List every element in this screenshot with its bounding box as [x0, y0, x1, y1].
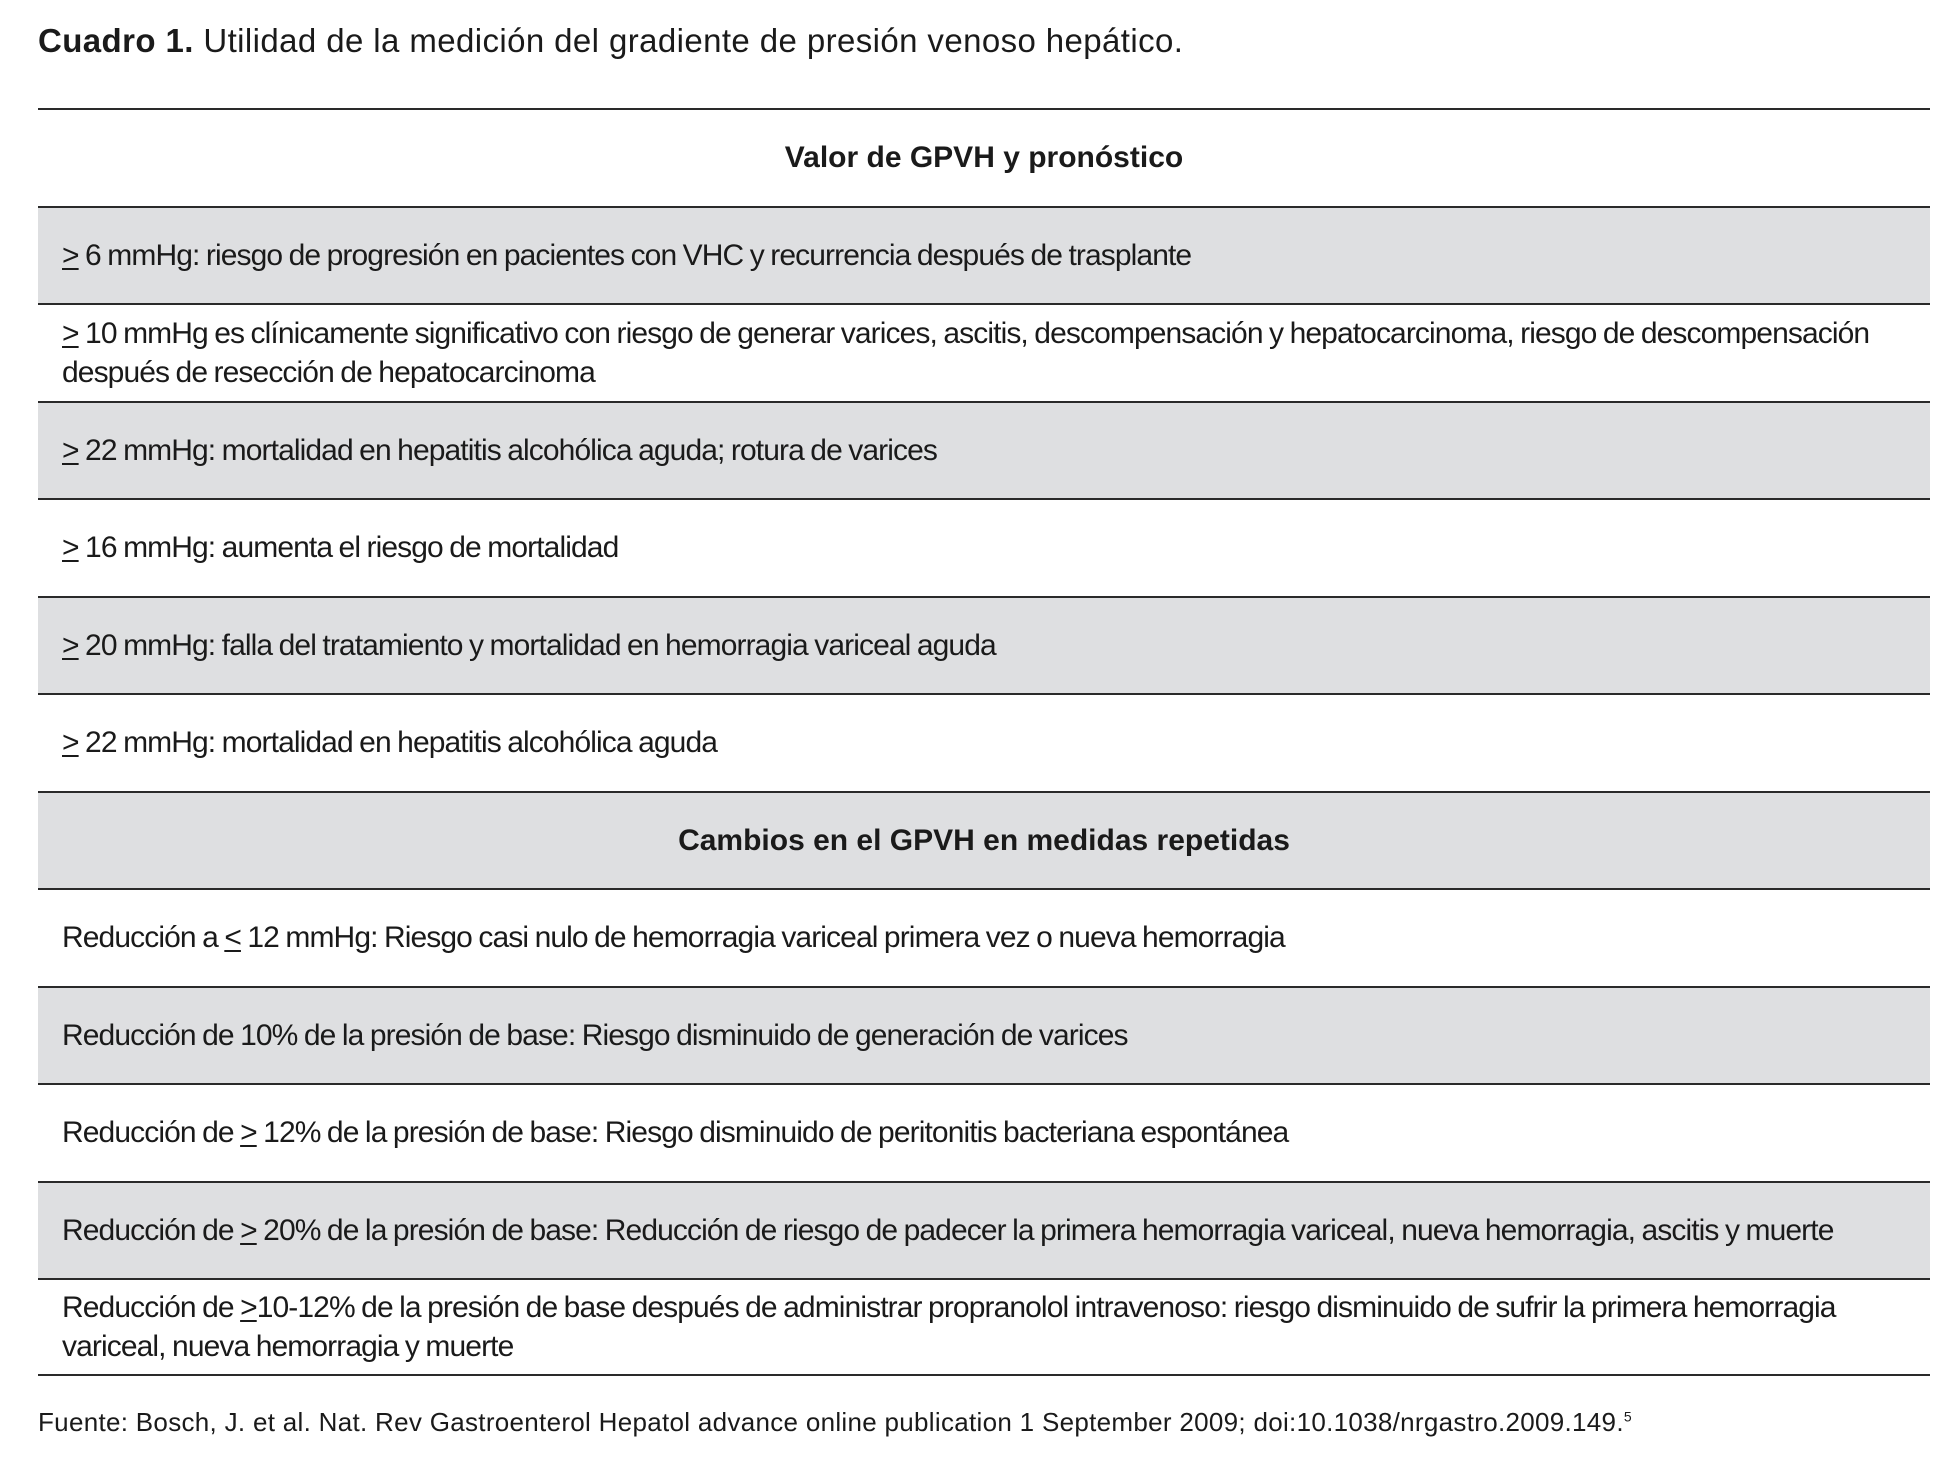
- row-text: > 16 mmHg: aumenta el riesgo de mortalidad: [62, 531, 619, 565]
- row-text: > 6 mmHg: riesgo de progresión en pacientes con VHC y recurrencia después de trasplante: [62, 238, 1192, 272]
- table-row: [38, 888, 1930, 986]
- source-reference: 5: [1623, 1408, 1632, 1425]
- row-text: Reducción de 10% de la presión de base: Riesgo disminuido de generación de varices: [62, 1018, 1128, 1052]
- table-row: [38, 1181, 1930, 1279]
- table-row: [38, 206, 1930, 304]
- less-equal-symbol: <: [224, 921, 241, 955]
- greater-equal-symbol: >: [62, 433, 79, 467]
- row-text: Reducción de > 20% de la presión de base: Reducción de riesgo de padecer la primera hemorragia variceal, nueva hemorragia, ascitis y muerte: [62, 1213, 1834, 1247]
- table-row: [38, 986, 1930, 1084]
- table-row: [38, 1083, 1930, 1181]
- greater-equal-symbol: >: [62, 238, 79, 272]
- source-note: [38, 1407, 1632, 1438]
- row-text: Reducción a < 12 mmHg: Riesgo casi nulo de hemorragia variceal primera vez o nueva hemorragia: [62, 921, 1285, 955]
- table-caption: [38, 22, 1183, 60]
- greater-equal-symbol: >: [62, 316, 79, 350]
- section-header-cambios: [38, 791, 1930, 889]
- section-header-pronostico: [38, 108, 1930, 206]
- section-heading: Cambios en el GPVH en medidas repetidas: [678, 823, 1290, 857]
- caption-title: Utilidad de la medición del gradiente de presión venoso hepático.: [203, 22, 1184, 59]
- row-text: Reducción de > 12% de la presión de base: Riesgo disminuido de peritonitis bacteriana espontánea: [62, 1116, 1289, 1150]
- greater-equal-symbol: >: [62, 628, 79, 662]
- table-row: [38, 1278, 1930, 1376]
- row-text: > 22 mmHg: mortalidad en hepatitis alcohólica aguda; rotura de varices: [62, 433, 938, 467]
- gpvh-table: [38, 108, 1930, 1376]
- greater-equal-symbol: >: [240, 1116, 257, 1150]
- table-row: [38, 303, 1930, 401]
- row-text: > 22 mmHg: mortalidad en hepatitis alcohólica aguda: [62, 726, 718, 760]
- table-row: [38, 693, 1930, 791]
- table-row: [38, 401, 1930, 499]
- greater-equal-symbol: >: [240, 1290, 257, 1324]
- row-text: > 10 mmHg es clínicamente significativo con riesgo de generar varices, ascitis, descompensación y hepatocarcinoma, riesgo de descompensación después de resección de hepatocarcinoma: [62, 316, 1870, 389]
- row-text: > 20 mmHg: falla del tratamiento y mortalidad en hemorragia variceal aguda: [62, 628, 996, 662]
- table-row: [38, 498, 1930, 596]
- greater-equal-symbol: >: [62, 531, 79, 565]
- greater-equal-symbol: >: [240, 1213, 257, 1247]
- greater-equal-symbol: >: [62, 726, 79, 760]
- caption-label: Cuadro 1.: [38, 22, 194, 59]
- source-text: Fuente: Bosch, J. et al. Nat. Rev Gastroenterol Hepatol advance online publication 1 September 2009; doi:10.1038/nrgastro.2009.149.: [38, 1407, 1624, 1437]
- table-row: [38, 596, 1930, 694]
- section-heading: Valor de GPVH y pronóstico: [784, 141, 1184, 175]
- row-text: Reducción de >10-12% de la presión de base después de administrar propranolol intravenoso: riesgo disminuido de sufrir la primera hemorragia variceal, nueva hemorragia y muerte: [62, 1290, 1836, 1363]
